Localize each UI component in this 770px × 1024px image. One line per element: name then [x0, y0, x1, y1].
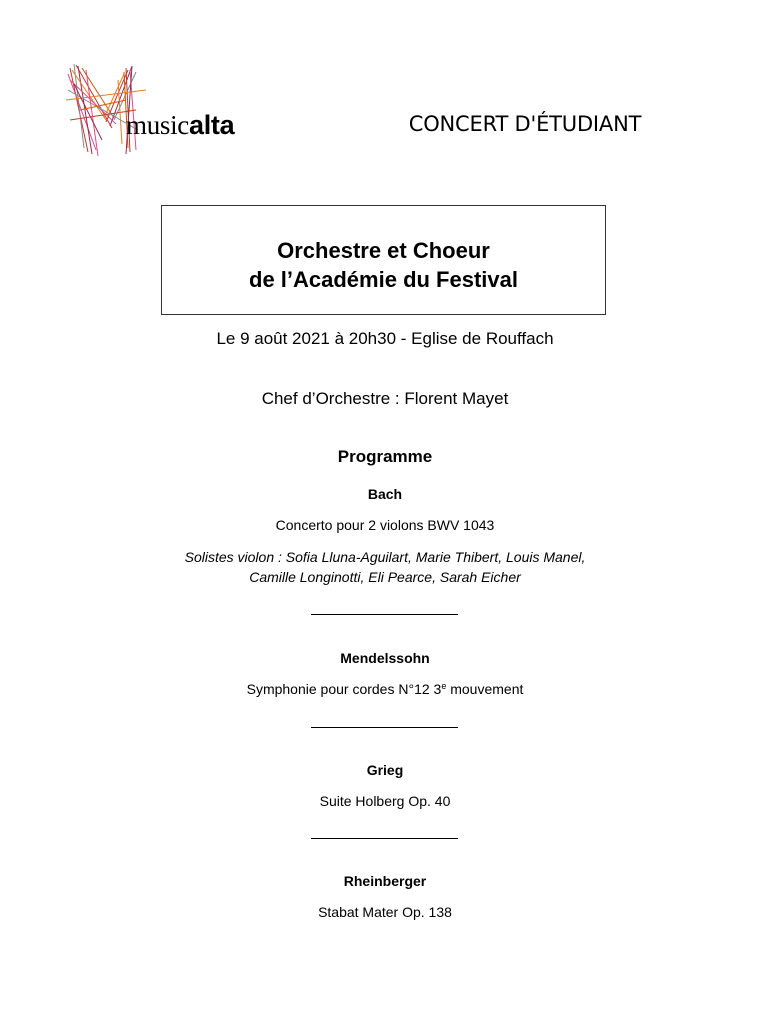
work-title [0, 681, 770, 697]
logo-word-music: music [126, 110, 189, 140]
composer-name: Rheinberger [343, 873, 427, 889]
composer-name: Mendelssohn [340, 650, 430, 666]
work-title: Suite Holberg Op. 40 [319, 793, 451, 809]
divider [311, 614, 458, 615]
work-title: Concerto pour 2 violons BWV 1043 [275, 517, 495, 533]
work-title-main: Symphonie pour cordes N°12 3 [246, 681, 442, 697]
soloists-line-2: Camille Longinotti, Eli Pearce, Sarah Eicher [249, 569, 521, 585]
logo-wordmark [126, 112, 234, 139]
concert-title: CONCERT D'ÉTUDIANT [408, 112, 642, 136]
title-line-2: de l’Académie du Festival [249, 267, 518, 292]
work-title: Stabat Mater Op. 138 [318, 904, 452, 920]
programme-heading: Programme [337, 447, 433, 466]
divider [311, 727, 458, 728]
title-line-1: Orchestre et Choeur [277, 238, 490, 263]
logo-word-alta: alta [189, 110, 235, 140]
soloists-line-1: Solistes violon : Sofia Lluna-Aguilart, Marie Thibert, Louis Manel, [184, 549, 586, 565]
work-title-superscript: e [441, 681, 447, 691]
composer-name: Bach [367, 486, 403, 502]
work-title-end: mouvement [446, 681, 524, 697]
musicalta-logo [66, 60, 281, 160]
conductor: Chef d’Orchestre : Florent Mayet [261, 389, 509, 408]
divider [311, 838, 458, 839]
date-location: Le 9 août 2021 à 20h30 - Eglise de Rouffach [216, 329, 554, 348]
composer-name: Grieg [366, 762, 404, 778]
title-box [161, 205, 606, 315]
